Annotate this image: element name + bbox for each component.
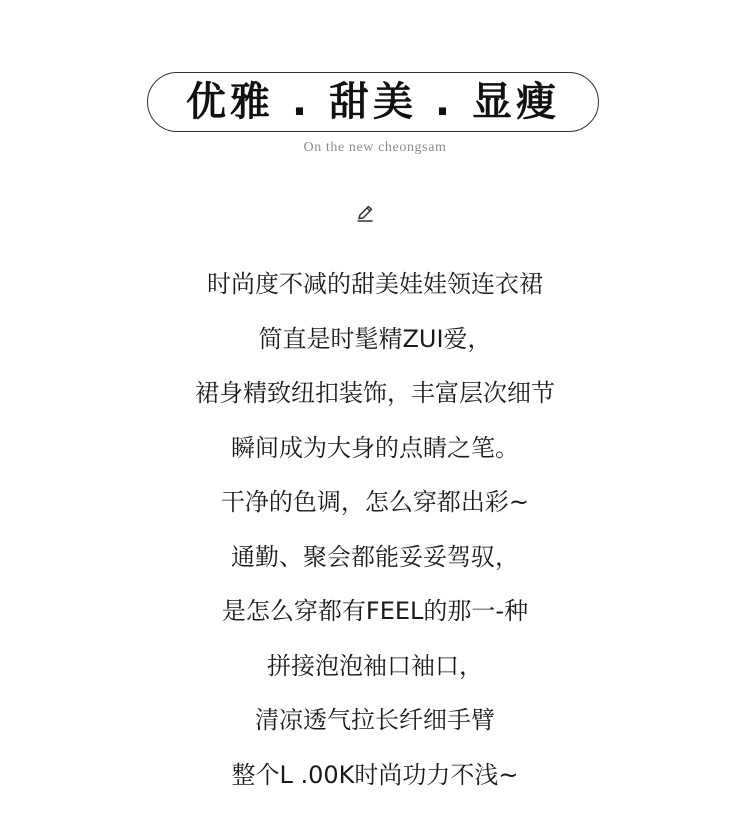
pen-icon <box>355 203 375 223</box>
page-subtitle: On the new cheongsam <box>303 140 447 155</box>
description-line: 裙身精致纽扣装饰，丰富层次细节 <box>195 379 555 407</box>
description-line: 通勤、聚会都能妥妥驾驭， <box>231 542 519 571</box>
description-line: 整个L .00K时尚功力不浅~ <box>231 760 519 789</box>
description-line: 是怎么穿都有FEEL的那一-种 <box>221 597 529 625</box>
description-lines <box>0 262 750 807</box>
description-line: 时尚度不减的甜美娃娃领连衣裙 <box>207 270 543 298</box>
page-title: 优雅 . 甜美 . 显瘦 <box>185 79 561 125</box>
description-line: 拼接泡泡袖口袖口， <box>267 651 483 680</box>
description-line: 简直是时髦精ZUI爱， <box>258 324 492 353</box>
description-line: 清凉透气拉长纤细手臂 <box>255 706 495 734</box>
description-line: 干净的色调，怎么穿都出彩~ <box>220 488 530 516</box>
description-line: 瞬间成为大身的点睛之笔。 <box>231 433 519 462</box>
